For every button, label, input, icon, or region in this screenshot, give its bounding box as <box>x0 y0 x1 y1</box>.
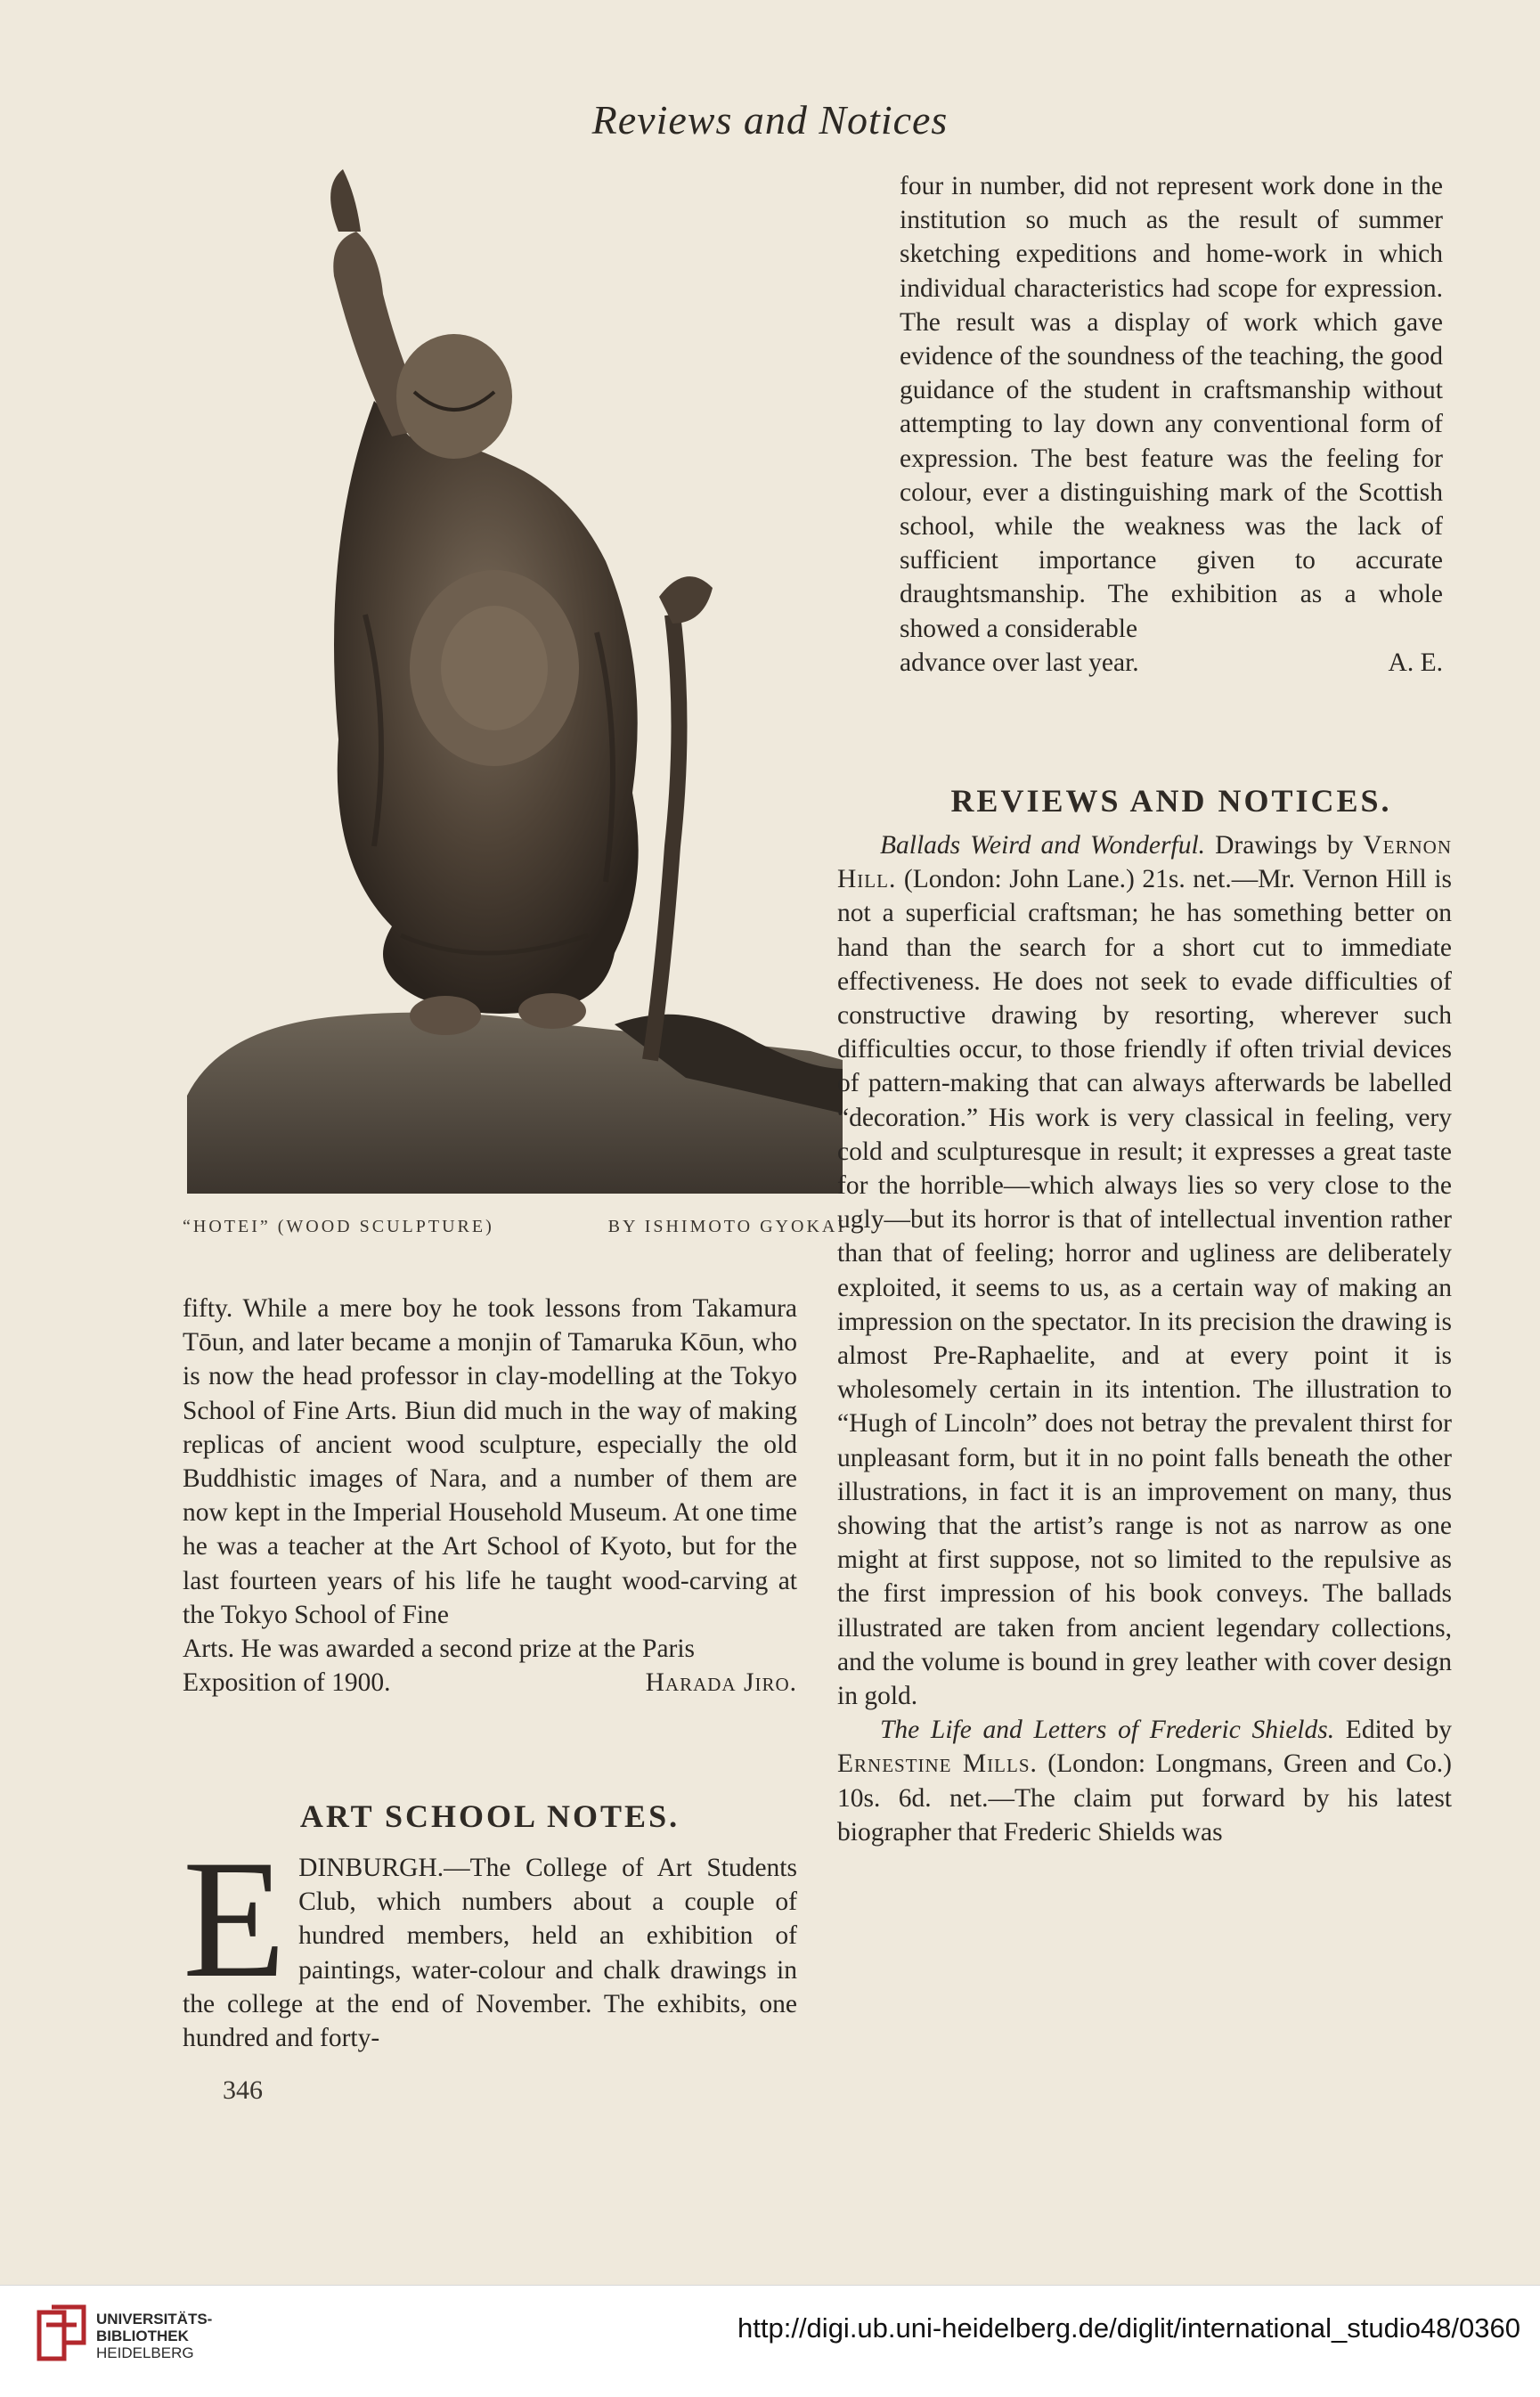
library-logo-text <box>96 2311 212 2361</box>
author-signature: Harada Jiro. <box>645 1668 797 1698</box>
page-number: 346 <box>223 2075 263 2105</box>
signature-line <box>183 1666 797 1700</box>
book-title: Ballads Weird and Wonderful. <box>880 831 1206 860</box>
art-school-body <box>183 1826 797 2055</box>
library-footer <box>0 2285 1540 2397</box>
art-school-text: DINBURGH.—The College of Art Students Club, which numbers about a couple of hundred members, held an exhibition of paintings, water-colour and chalk drawings in the college at the end of November. The exhibits, one hundred and forty- <box>183 1854 797 2053</box>
last-line: advance over last year. <box>900 648 1139 677</box>
book-author: Vernon Hill. <box>837 831 1453 894</box>
logo-line-2: BIBLIOTHEK <box>96 2328 189 2344</box>
hotei-sculpture-illustration <box>187 169 843 1194</box>
continuation-paragraph: four in number, did not represent work done in the institution so much as the result of summer sketching expeditions and home-work in which individual characteristics had scope for expression. The result was a display of work which gave evidence of the soundness of the teaching, the good guidance of the student in craftsmanship without attempting to lay down any conventional form of expression. The best feature was the feeling for colour, ever a distinguishing mark of the Scottish school, while the weakness was the lack of sufficient importance given to accurate draughtsmanship. The exhibition as a whole showed a considerable <box>900 172 1443 643</box>
right-column-continuation <box>900 169 1443 680</box>
review-by: Edited by <box>1334 1716 1452 1745</box>
left-column-biography <box>183 1292 797 1700</box>
reviews-heading: REVIEWS AND NOTICES. <box>950 783 1392 819</box>
biography-last-line: Arts. He was awarded a second prize at the Paris <box>183 1635 696 1664</box>
book-title: The Life and Letters of Frederic Shields. <box>880 1716 1335 1745</box>
book-editor: Ernestine Mills. <box>837 1749 1038 1779</box>
logo-line-1: UNIVERSITÄTS- <box>96 2311 213 2328</box>
caption-title: “HOTEI” (WOOD SCULPTURE) <box>183 1217 494 1236</box>
running-head: Reviews and Notices <box>591 97 949 143</box>
author-initials: A. E. <box>1388 648 1443 677</box>
library-logo-icon <box>34 2303 89 2368</box>
reviews-column <box>837 828 1452 1849</box>
caption-artist: BY ISHIMOTO GYOKAI <box>607 1217 846 1236</box>
source-url-link[interactable]: http://digi.ub.uni-heidelberg.de/diglit/international_studio48/0360 <box>737 2312 1520 2344</box>
logo-line-3: HEIDELBERG <box>96 2344 194 2361</box>
review-body: (London: John Lane.) 21s. net.—Mr. Vernon Hill is not a superficial craftsman; he has something better on hand than the search for a short cut to immediate effectiveness. He does not seek to evade difficulties of constructive drawing by resorting, wherever such difficulties occur, to those friendly if often trivial devices of pattern-making that can always afterwards be labelled “decoration.” His work is very classical in feeling, very cold and sculpturesque in result; it expresses a great taste for the horrible—which always lies so very close to the ugly—but its horror is that of intellectual invention rather than that of feeling; horror and ugliness are deliberately exploited, it seems to us, as a certain way of making an impression on the spectator. In its precision the drawing is almost Pre-Raphaelite, and at every point it is wholesomely certain in its intention. The illustration to “Hugh of Lincoln” does not betray the prevalent thirst for unpleasant form, but it in no point falls beneath the other illustrations, in fact it is an improvement on many, thus showing that the artist’s range is not as narrow as one might at first suppose, not so limited to the repulsive as the first impression of his book conveys. The ballads illustrated are taken from ancient legendary collections, and the volume is bound in grey leather with cover design in gold. <box>837 865 1452 1711</box>
review-shields <box>837 1713 1452 1849</box>
sculpture-plate-image <box>187 169 843 1194</box>
drop-cap: E <box>183 1826 287 2013</box>
review-by: Drawings by <box>1205 831 1364 860</box>
exposition-line: Exposition of 1900. <box>183 1668 391 1698</box>
art-school-heading: ART SCHOOL NOTES. <box>299 1798 680 1834</box>
signature-line <box>900 646 1443 680</box>
review-body: (London: Longmans, Green and Co.) 10s. 6d. net.—The claim put forward by his latest biographer that Frederic Shields was <box>837 1749 1452 1847</box>
biography-paragraph: fifty. While a mere boy he took lessons from Takamura Tōun, and later became a monjin of Tamaruka Kōun, who is now the head professor in clay-modelling at the Tokyo School of Fine Arts. Biun did much in the way of making replicas of ancient wood sculpture, especially the old Buddhistic images of Nara, and a number of them are now kept in the Imperial Household Museum. At one time he was a teacher at the Art School of Kyoto, but for the last fourteen years of his life he taught wood-carving at the Tokyo School of Fine <box>183 1294 797 1629</box>
review-ballads <box>837 828 1452 1713</box>
